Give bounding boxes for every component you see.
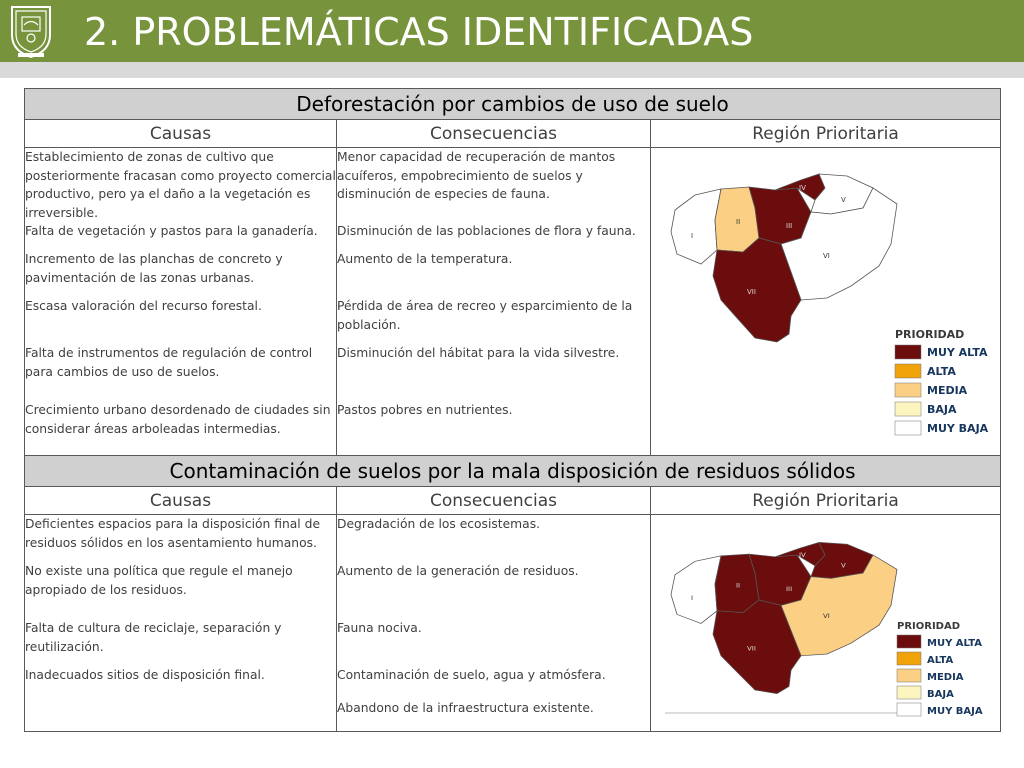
cause-item bbox=[25, 696, 336, 726]
causes-cell bbox=[25, 515, 337, 732]
legend-swatch-baja bbox=[897, 686, 921, 699]
priority-region-map-cell bbox=[651, 515, 1001, 732]
column-header-region: Región Prioritaria bbox=[651, 487, 1001, 515]
consequence-item: Pérdida de área de recreo y esparcimiento de la población. bbox=[337, 299, 633, 332]
column-header-consecuencias: Consecuencias bbox=[337, 487, 651, 515]
map-region-I bbox=[671, 556, 721, 624]
consequences-cell bbox=[337, 148, 651, 459]
column-header-consecuencias: Consecuencias bbox=[337, 120, 651, 148]
yucatan-region-map bbox=[651, 515, 999, 727]
cause-item: Incremento de las planchas de concreto y pavimentación de las zonas urbanas. bbox=[25, 252, 283, 285]
column-header-causas: Causas bbox=[25, 120, 337, 148]
legend-swatch-media bbox=[895, 383, 921, 397]
legend-swatch-alta bbox=[897, 652, 921, 665]
legend-label: MEDIA bbox=[927, 672, 964, 683]
legend-swatch-muy-baja bbox=[895, 421, 921, 435]
legend-title: PRIORIDAD bbox=[897, 621, 961, 632]
map-region-label: I bbox=[691, 232, 694, 240]
legend-swatch-muy-alta bbox=[895, 345, 921, 359]
map-region-label: I bbox=[691, 594, 694, 602]
map-region-label: IV bbox=[799, 184, 806, 192]
legend-swatch-muy-alta bbox=[897, 635, 921, 648]
cause-item: Falta de instrumentos de regulación de control para cambios de uso de suelos. bbox=[25, 346, 313, 379]
legend-swatch-baja bbox=[895, 402, 921, 416]
cause-item: Deficientes espacios para la disposición final de residuos sólidos en los asentamiento humanos. bbox=[25, 517, 321, 550]
map-region-label: III bbox=[786, 222, 793, 230]
consequence-item: Menor capacidad de recuperación de mantos acuíferos, empobrecimiento de suelos y disminución de especies de fauna. bbox=[337, 150, 616, 201]
yucatan-region-map bbox=[651, 148, 999, 454]
cause-item: Falta de vegetación y pastos para la ganadería. bbox=[25, 224, 318, 238]
legend-swatch-alta bbox=[895, 364, 921, 378]
section-table-contaminacion bbox=[24, 455, 1001, 732]
legend-swatch-media bbox=[897, 669, 921, 682]
map-region-label: V bbox=[841, 561, 846, 570]
legend-label: MEDIA bbox=[927, 384, 968, 397]
consequences-cell bbox=[337, 515, 651, 732]
legend-label: BAJA bbox=[927, 689, 954, 700]
cause-item: Crecimiento urbano desordenado de ciudades sin considerar áreas arboleadas intermedias. bbox=[25, 403, 331, 436]
map-region-label: II bbox=[736, 581, 741, 590]
legend-label: BAJA bbox=[927, 403, 957, 416]
consequence-item: Fauna nociva. bbox=[337, 621, 422, 635]
consequence-item: Aumento de la temperatura. bbox=[337, 252, 513, 266]
map-region-label: III bbox=[786, 585, 793, 593]
cause-item: Inadecuados sitios de disposición final. bbox=[25, 668, 265, 682]
legend-label: MUY BAJA bbox=[927, 706, 983, 717]
section-title: Contaminación de suelos por la mala disposición de residuos sólidos bbox=[25, 456, 1001, 487]
consequence-item: Aumento de la generación de residuos. bbox=[337, 564, 579, 578]
map-region-label: V bbox=[841, 196, 846, 204]
cause-item: Establecimiento de zonas de cultivo que posteriormente fracasan como proyecto comercial productivo, pero ya el daño a la vegetación es irreversible. bbox=[25, 150, 336, 220]
legend-label: ALTA bbox=[927, 365, 956, 378]
section-table-deforestacion bbox=[24, 88, 1001, 459]
map-region-label: VII bbox=[747, 288, 756, 296]
map-region-label: II bbox=[736, 218, 741, 226]
cause-item: Escasa valoración del recurso forestal. bbox=[25, 299, 262, 313]
page-title: 2. PROBLEMÁTICAS IDENTIFICADAS bbox=[84, 10, 754, 54]
consequence-item: Degradación de los ecosistemas. bbox=[337, 517, 541, 531]
map-region-label: IV bbox=[799, 551, 806, 559]
consequence-item: Disminución de las poblaciones de flora y fauna. bbox=[337, 224, 636, 238]
column-header-causas: Causas bbox=[25, 487, 337, 515]
column-header-region: Región Prioritaria bbox=[651, 120, 1001, 148]
consequence-item: Abandono de la infraestructura existente. bbox=[337, 701, 594, 715]
legend-label: MUY ALTA bbox=[927, 346, 988, 359]
title-bar bbox=[0, 0, 1024, 62]
cause-item: No existe una política que regule el manejo apropiado de los residuos. bbox=[25, 564, 293, 597]
consequence-item: Contaminación de suelo, agua y atmósfera. bbox=[337, 668, 606, 682]
map-region-label: VI bbox=[823, 612, 830, 620]
map-region-label: VII bbox=[747, 644, 756, 653]
causes-cell bbox=[25, 148, 337, 459]
cause-item: Falta de cultura de reciclaje, separación y reutilización. bbox=[25, 621, 282, 654]
consequence-item: Disminución del hábitat para la vida silvestre. bbox=[337, 346, 620, 360]
legend-label: MUY BAJA bbox=[927, 422, 989, 435]
legend-label: ALTA bbox=[927, 655, 954, 666]
map-region-I bbox=[671, 189, 721, 264]
consequence-item: Pastos pobres en nutrientes. bbox=[337, 403, 513, 417]
legend-label: MUY ALTA bbox=[927, 638, 983, 649]
header-divider bbox=[0, 62, 1024, 78]
map-region-label: VI bbox=[823, 252, 830, 260]
priority-region-map-cell bbox=[651, 148, 1001, 459]
legend-title: PRIORIDAD bbox=[895, 328, 965, 341]
legend-swatch-muy-baja bbox=[897, 703, 921, 716]
section-title: Deforestación por cambios de uso de suelo bbox=[25, 89, 1001, 120]
coat-of-arms-logo bbox=[8, 3, 54, 59]
